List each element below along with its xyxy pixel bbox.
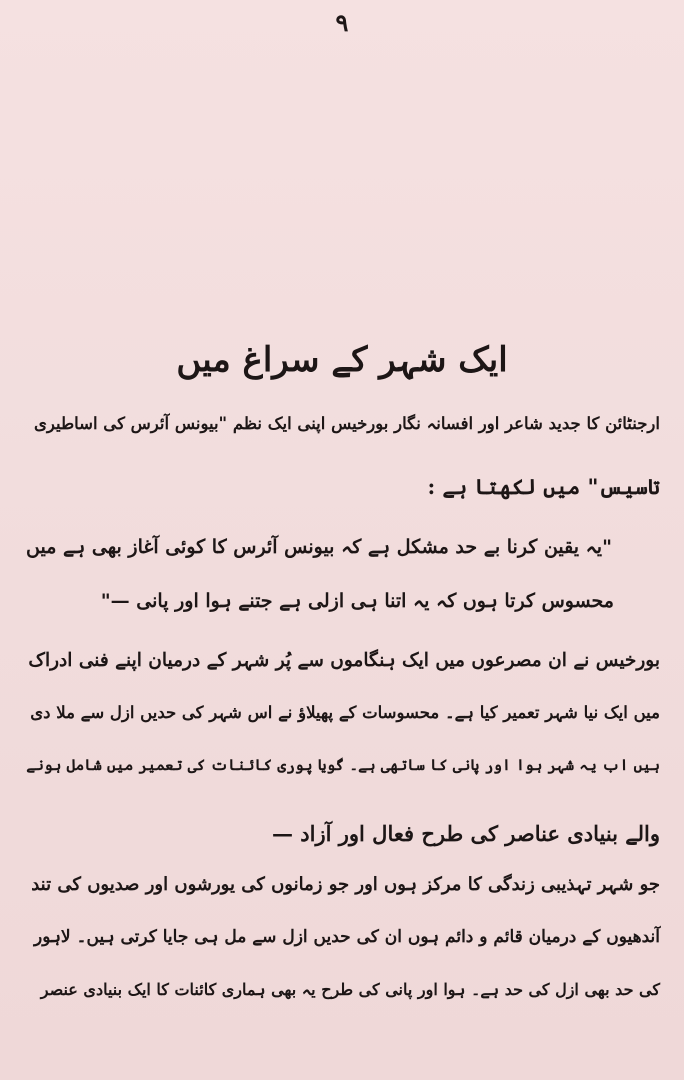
body-line-4: والے بنیادی عناصر کی طرح فعال اور آزاد — — [271, 821, 660, 846]
body-line-1: بورخیس نے ان مصرعوں میں ایک ہنگاموں سے پُر شہر کے درمیان اپنے فنی ادراک — [28, 650, 660, 671]
body-line-3: ہیں اب یہ شہر ہوا اور پانی کا ساتھی ہے۔ گویا پوری کائنات کی تعمیر میں شامل ہونے — [26, 756, 660, 774]
body-line-2: میں ایک نیا شہر تعمیر کیا ہے۔ محسوسات کے پھیلاؤ نے اس شہر کی حدیں ازل سے ملا دی — [30, 703, 660, 722]
body-line-5: جو شہر تہذیبی زندگی کا مرکز ہوں اور جو زمانوں کی یورشوں اور صدیوں کی تند — [31, 874, 660, 895]
body-line-7: کی حد بھی ازل کی حد ہے۔ ہوا اور پانی کی طرح یہ بھی ہماری کائنات کا ایک بنیادی عنصر — [40, 980, 660, 999]
quote-line-1: "یہ یقین کرنا بے حد مشکل ہے کہ بیونس آئرس کا کوئی آغاز بھی ہے میں — [26, 536, 612, 558]
intro-line-2: تاسیس" میں لکھتا ہے : — [427, 474, 660, 499]
quote-line-2: محسوس کرتا ہوں کہ یہ اتنا ہی ازلی ہے جتنے ہوا اور پانی —" — [100, 590, 614, 612]
body-line-6: آندھیوں کے درمیان قائم و دائم ہوں ان کی حدیں ازل سے مل ہی جایا کرتی ہیں۔ لاہور — [33, 927, 660, 947]
chapter-title: ایک شہر کے سراغ میں — [176, 340, 508, 380]
page-number: ۹ — [335, 8, 349, 37]
intro-line-1: ارجنٹائن کا جدید شاعر اور افسانہ نگار بورخیس اپنی ایک نظم "بیونس آئرس کی اساطیری — [34, 414, 660, 433]
